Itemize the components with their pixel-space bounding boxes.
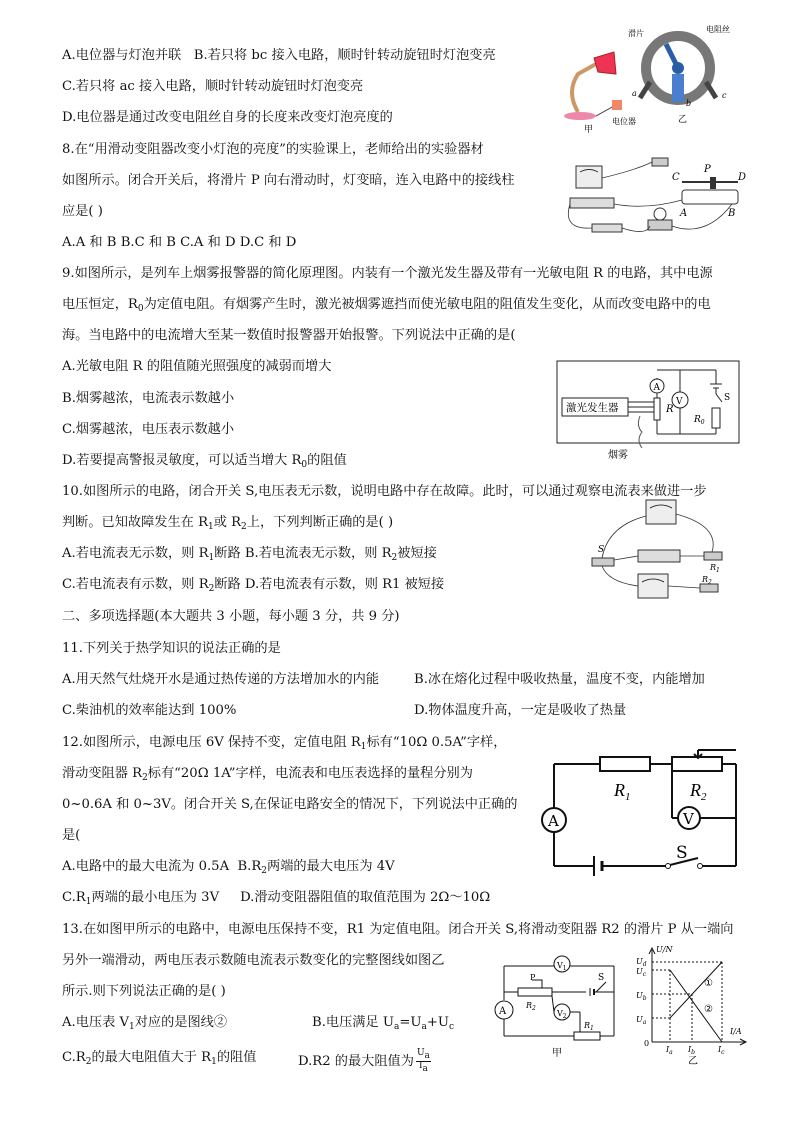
q10-option-a-b: A.若电流表无示数，则 $R_1$断路 B.若电流表无示数，则 $R_2$被短接 — [62, 546, 437, 563]
svg-text:Uc: $U_c$ — [636, 967, 647, 978]
svg-text:R2: $R_2$ — [690, 780, 707, 803]
r1-resistor — [600, 757, 650, 771]
line-decreasing — [670, 970, 722, 1042]
lamp-base — [564, 112, 596, 120]
svg-text:I/A: I/A — [730, 1027, 742, 1036]
q9-option-a: A.光敏电阻 R 的阻值随光照强度的减弱而增大 — [62, 359, 332, 374]
svg-text:A: A — [680, 208, 688, 219]
q10-figure — [588, 496, 732, 604]
svg-text:V: V — [683, 810, 694, 828]
pot-small — [612, 100, 622, 110]
lamp-arm — [572, 64, 596, 112]
svg-text:R0: $R_0$ — [694, 415, 705, 426]
svg-text:U/N: U/N — [656, 945, 673, 954]
rheostat — [682, 190, 738, 204]
slider-p — [710, 177, 716, 189]
r1-resistor — [574, 1032, 600, 1040]
svg-text:R1: $R_1$ — [614, 780, 631, 803]
switch-s — [716, 394, 722, 402]
smoke-label: 烟雾 — [608, 450, 628, 460]
q9-option-d: D.若要提高警报灵敏度，可以适当增大 $R_0$的阻值 — [62, 453, 347, 470]
q7-option-a-b — [62, 47, 496, 65]
bulb-base — [648, 220, 672, 230]
q8-options: A.A 和 B B.C 和 B C.A 和 D D.C 和 D — [62, 235, 297, 250]
q8-figure — [556, 150, 752, 242]
svg-text:Ib: $I_b$ — [688, 1045, 696, 1056]
q13-option-d: D.R2 的最大阻值为 $\frac{U_a}{I_a}$ — [298, 1048, 430, 1074]
q8-line1: 8.在“用滑动变阻器改变小灯泡的亮度”的实验课上，老师给出的实验器材 — [62, 142, 484, 157]
q13-option-b: B.电压满足 $U_a=U_a+U_c$ — [312, 1015, 455, 1032]
svg-text:P: P — [530, 973, 536, 982]
q12-line3: 0~0.6A 和 0~3V。闭合开关 S,在保证电路安全的情况下，下列说法中正确的 — [62, 797, 518, 812]
svg-text:V2: $V_2$ — [557, 1009, 567, 1020]
q10-line1: 10.如图所示的电路，闭合开关 S,电压表无示数，说明电路中存在故障。此时，可以通过观察电流表来做进一步 — [62, 484, 707, 499]
svg-text:S: S — [598, 973, 605, 983]
svg-text:②: ② — [704, 1004, 713, 1015]
svg-text:B: B — [728, 208, 736, 219]
q7-option-d: D.电位器是通过改变电阻丝自身的长度来改变灯泡亮度的 — [62, 110, 393, 125]
svg-text:①: ① — [704, 978, 713, 989]
q7-option-c: C.若只将 ac 接入电路，顺时针转动旋钮时灯泡变亮 — [62, 79, 364, 94]
q7-option-a: A.电位器与灯泡并联 — [62, 48, 182, 63]
svg-text:A: A — [548, 812, 559, 830]
svg-text:b: b — [686, 99, 692, 108]
resistor-r — [654, 398, 660, 420]
q11-option-a: A.用天然气灶烧开水是通过热传递的方法增加水的内能 — [62, 672, 380, 687]
q9-line3: 海。当电路中的电流增大至某一数值时报警器开始报警。下列说法中正确的是( — [62, 328, 516, 343]
svg-text:S: S — [724, 393, 731, 403]
svg-text:A: A — [653, 383, 660, 393]
slider-label: 滑片 — [628, 29, 644, 38]
q12-figure — [538, 746, 748, 878]
svg-text:Ia: $I_a$ — [666, 1045, 673, 1056]
q8-line2: 如图所示。闭合开关后，将滑片 P 向右滑动时，灯变暗，连入电路中的接线柱 — [62, 173, 515, 188]
q11-option-b: B.冰在熔化过程中吸收热量，温度不变，内能增加 — [414, 672, 705, 687]
svg-text:C: C — [672, 172, 680, 183]
q13-line1: 13.在如图甲所示的电路中，电源电压保持不变，R1 为定值电阻。闭合开关 S,将滑动变阻器 R2 的滑片 P 从一端向 — [62, 922, 734, 937]
q10-option-c-d: C.若电流表有示数，则 $R_2$断路 D.若电流表有示数，则 R1 被短接 — [62, 577, 445, 594]
r2-rheostat — [672, 757, 722, 771]
q12-line4: 是( — [62, 828, 81, 843]
svg-text:V: V — [676, 397, 683, 407]
q13-option-c: $C.R_2$的最大电阻值大于 $R_1$的阻值 — [62, 1050, 257, 1067]
line-increasing — [670, 962, 722, 1018]
svg-text:Ic: $I_c$ — [718, 1045, 725, 1056]
svg-text:Ua: $U_a$ — [636, 1015, 647, 1026]
svg-text:R1: $R_1$ — [584, 1021, 594, 1032]
svg-text:a: a — [632, 89, 637, 98]
battery — [638, 550, 680, 562]
battery — [570, 198, 614, 208]
svg-text:R2: $R_2$ — [702, 575, 712, 586]
q8-line3: 应是( ) — [62, 204, 103, 219]
resistor-r0 — [712, 408, 720, 428]
svg-text:R1: $R_1$ — [710, 563, 720, 574]
q13-circuit-jia — [490, 944, 618, 1060]
svg-text:甲: 甲 — [552, 1048, 562, 1059]
fraction-ua-ia: $\frac{U_a}{I_a}$ — [416, 1048, 430, 1074]
svg-text:乙: 乙 — [688, 1056, 698, 1066]
meter-top — [646, 500, 676, 524]
q9-line1: 9.如图所示，是列车上烟雾报警器的简化原理图。内装有一个激光发生器及带有一光敏电阻 R 的电路，其中电源 — [62, 266, 713, 281]
svg-text:A: A — [499, 1006, 507, 1017]
svg-text:V1: $V_1$ — [557, 961, 567, 972]
lamp-shade — [594, 52, 616, 74]
q12-line2: 滑动变阻器 $R_2$标有“20Ω 1A”字样，电流表和电压表选择的量程分别为 — [62, 766, 473, 783]
q13-option-a: A.电压表 $V_1$对应的是图线② — [62, 1015, 228, 1032]
q11-option-d: D.物体温度升高，一定是吸收了热量 — [414, 703, 627, 718]
switch — [592, 224, 622, 232]
svg-text:Ub: $U_b$ — [636, 991, 647, 1002]
q9-line2: 电压恒定，$R_0$为定值电阻。有烟雾产生时，激光被烟雾遮挡而使光敏电阻的阻值发生变化，从而改变电路中的电 — [62, 297, 711, 314]
q13-graph-yi — [622, 942, 754, 1066]
r2-rheostat — [518, 988, 552, 996]
q13-line2: 另外一端滑动，两电压表示数随电流表示数变化的完整图线如图乙 — [62, 953, 445, 968]
svg-text:S: S — [676, 843, 688, 863]
q11-option-c: C.柴油机的效率能达到 100% — [62, 703, 237, 718]
svg-text:R: R — [666, 404, 674, 415]
svg-text:D: D — [738, 172, 747, 183]
q9-option-b: B.烟雾越浓，电流表示数越小 — [62, 391, 235, 406]
pot-label: 电位器 — [612, 117, 636, 126]
label-yi: 乙 — [678, 115, 688, 125]
terminal-b — [672, 74, 684, 102]
svg-text:S: S — [598, 545, 605, 555]
laser-label: 激光发生器 — [566, 402, 619, 414]
wire-label: 电阻丝 — [706, 25, 730, 34]
q9-figure — [556, 360, 742, 460]
q11-stem: 11.下列关于热学知识的说法正确的是 — [62, 641, 281, 656]
svg-text:P: P — [704, 164, 711, 175]
label-jia: 甲 — [584, 125, 594, 134]
q9-option-c: C.烟雾越浓，电压表示数越小 — [62, 422, 235, 437]
svg-text:R2: $R_2$ — [526, 1001, 536, 1012]
svg-text:c: c — [722, 91, 727, 100]
svg-text:Ud: $U_d$ — [636, 957, 647, 968]
bulb — [654, 208, 666, 220]
q12-option-c-d: $C.R_1$两端的最小电压为 3V D.滑动变阻器阻值的取值范围为 2Ω～10Ω — [62, 890, 491, 907]
switch — [592, 558, 614, 566]
q12-line1: 12.如图所示，电源电压 6V 保持不变，定值电阻 $R_1$标有“10Ω 0.5A”字样， — [62, 735, 507, 752]
q7-figure — [556, 22, 746, 134]
meter-bottom — [638, 574, 668, 598]
svg-text:0: 0 — [644, 1039, 650, 1048]
q7-option-b: B.若只将 bc 接入电路，顺时针转动旋钮时灯泡变亮 — [193, 48, 496, 63]
switch-s — [596, 982, 606, 992]
q10-line2: 判断。已知故障发生在 $R_1$或 $R_2$上，下列判断正确的是( ) — [62, 515, 394, 532]
r1-device — [704, 552, 722, 560]
section-2-heading: 二、多项选择题(本大题共 3 小题，每小题 3 分，共 9 分) — [62, 609, 400, 624]
q12-option-a-b: A.电路中的最大电流为 0.5A $B.R_2$两端的最大电压为 4V — [62, 859, 395, 876]
q13-line3: 所示.则下列说法正确的是( ) — [62, 984, 226, 999]
